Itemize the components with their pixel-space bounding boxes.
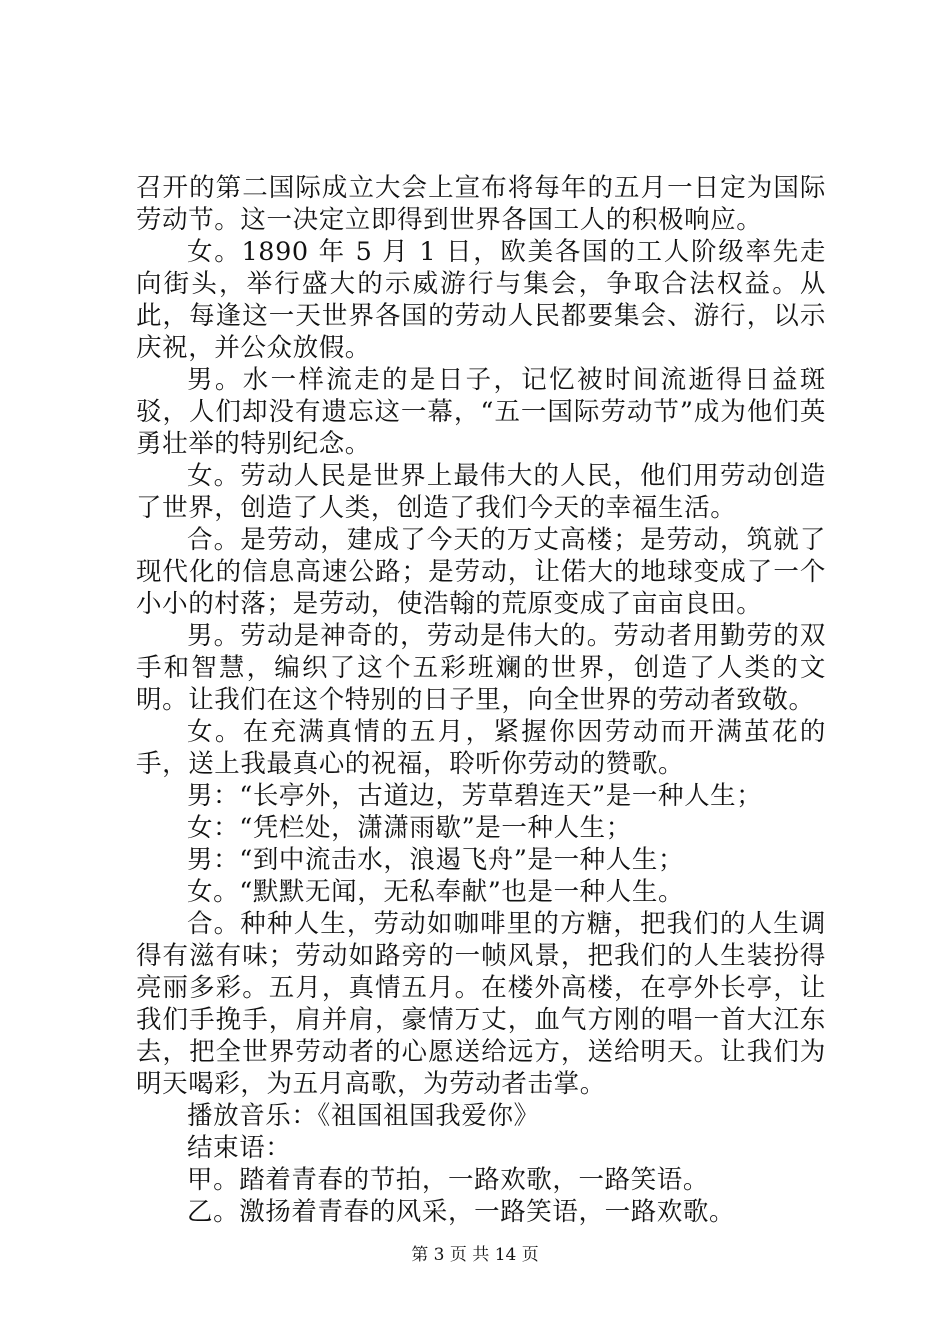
paragraph-15: 甲。踏着青春的节拍，一路欢歌，一路笑语。 <box>187 1165 710 1195</box>
paragraph-14: 结束语： <box>187 1133 292 1163</box>
paragraph-8: 男：“长亭外，古道边，芳草碧连天”是一种人生； <box>187 781 763 811</box>
paragraph-9: 女：“凭栏处，潇潇雨歇”是一种人生； <box>187 813 632 843</box>
paragraph-11: 女。“默默无闻，无私奉献”也是一种人生。 <box>187 877 685 907</box>
paragraph-13: 播放音乐：《祖国祖国我爱你》 <box>187 1101 540 1131</box>
paragraph-4: 女。劳动人民是世界上最伟大的人民，他们用劳动创造了世界，创造了人类，创造了我们今天的幸福生活。 <box>136 461 826 523</box>
paragraph-2: 女。1890 年 5 月 1 日，欧美各国的工人阶级率先走向街头，举行盛大的示威游行与集会，争取合法权益。从此，每逢这一天世界各国的劳动人民都要集会、游行，以示庆祝，并公众放假。 <box>136 237 826 363</box>
paragraph-16: 乙。激扬着青春的风采，一路笑语，一路欢歌。 <box>187 1197 736 1227</box>
paragraph-7: 女。在充满真情的五月，紧握你因劳动而开满茧花的手，送上我最真心的祝福，聆听你劳动的赞歌。 <box>136 717 826 779</box>
paragraph-6: 男。劳动是神奇的，劳动是伟大的。劳动者用勤劳的双手和智慧，编织了这个五彩班斓的世界，创造了人类的文明。让我们在这个特别的日子里，向全世界的劳动者致敬。 <box>136 621 826 715</box>
paragraph-3: 男。水一样流走的是日子，记忆被时间流逝得日益斑驳，人们却没有遗忘这一幕，“五一国际劳动节”成为他们英勇壮举的特别纪念。 <box>136 365 826 459</box>
paragraph-1: 召开的第二国际成立大会上宣布将每年的五月一日定为国际劳动节。这一决定立即得到世界各国工人的积极响应。 <box>136 173 826 235</box>
document-body <box>136 172 826 1228</box>
page-footer: 第 3 页 共 14 页 <box>411 1245 539 1265</box>
paragraph-5: 合。是劳动，建成了今天的万丈高楼；是劳动，筑就了现代化的信息高速公路；是劳动，让偌大的地球变成了一个小小的村落；是劳动，使浩翰的荒原变成了亩亩良田。 <box>136 525 826 619</box>
paragraph-12: 合。种种人生，劳动如咖啡里的方糖，把我们的人生调得有滋有味；劳动如路旁的一帧风景，把我们的人生装扮得亮丽多彩。五月，真情五月。在楼外高楼，在亭外长亭，让我们手挽手，肩并肩，豪情万丈，血气方刚的唱一首大江东去，把全世界劳动者的心愿送给远方，送给明天。让我们为明天喝彩，为五月高歌，为劳动者击掌。 <box>136 909 826 1099</box>
paragraph-10: 男：“到中流击水，浪遏飞舟”是一种人生； <box>187 845 685 875</box>
